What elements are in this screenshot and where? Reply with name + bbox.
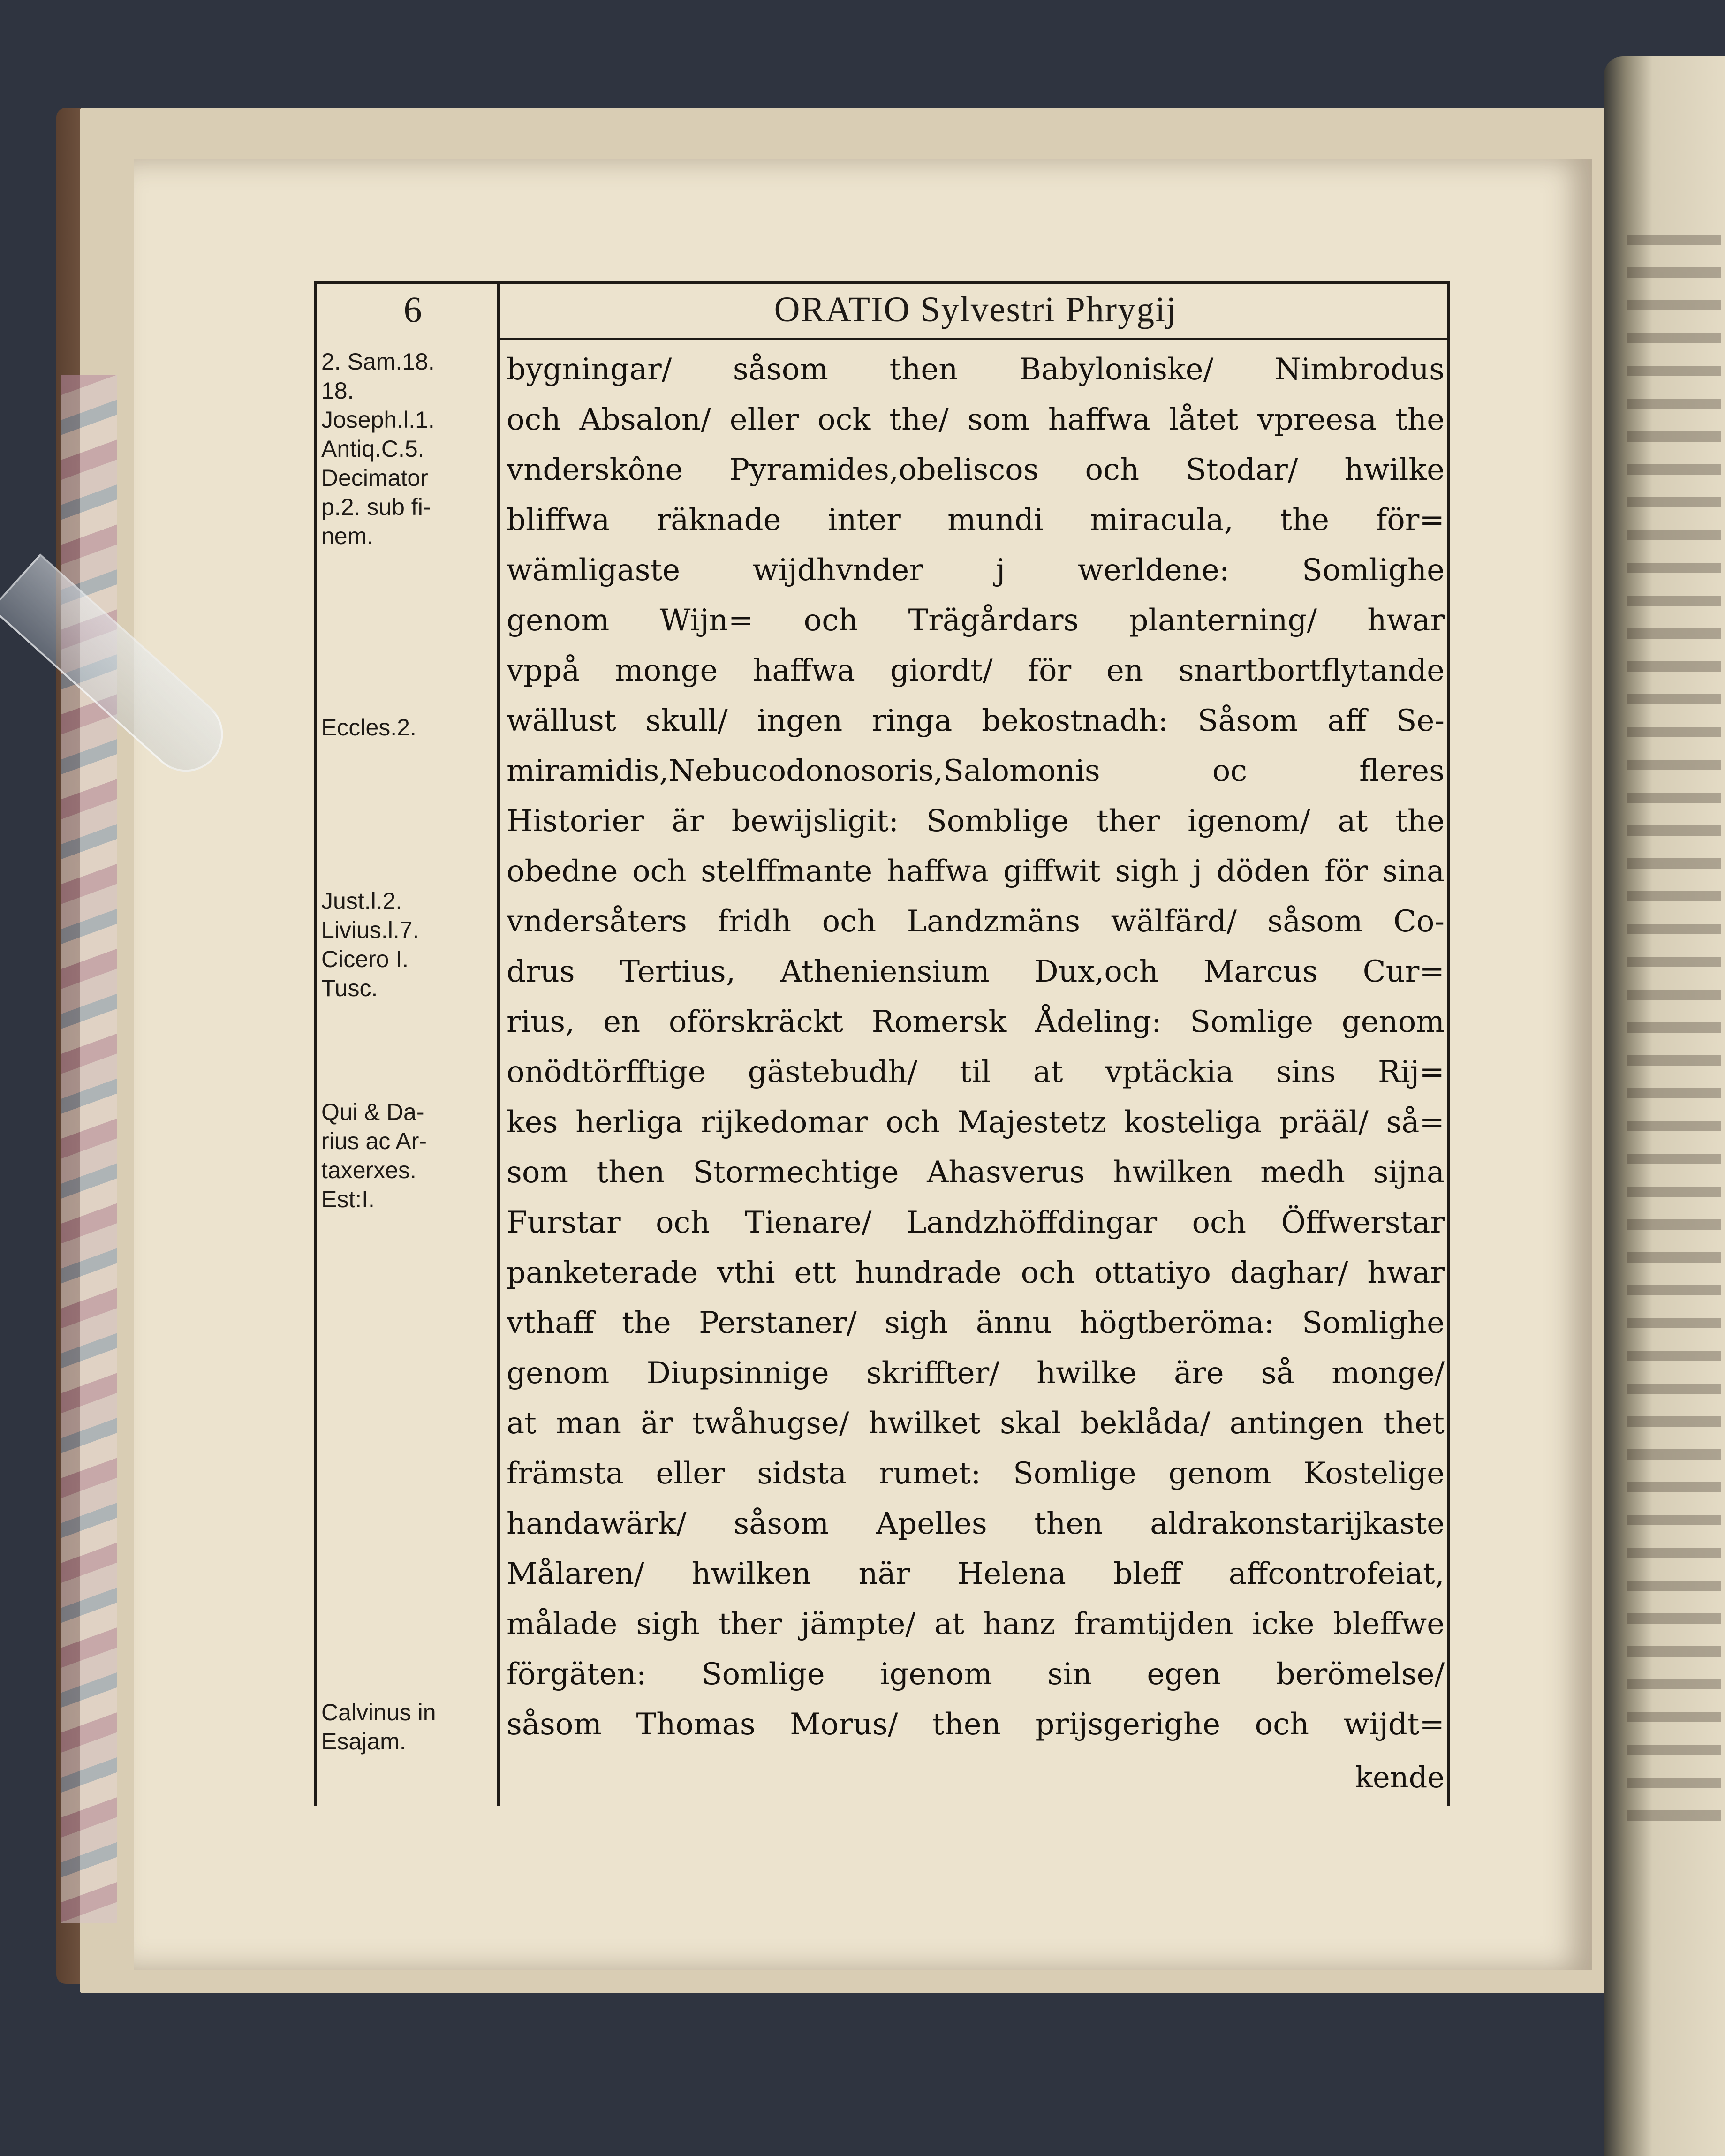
text-line: panketerade vthi ett hundrade och ottatiyo daghar/ hwar — [507, 1256, 1445, 1290]
margin-column-rule — [497, 281, 500, 1806]
text-line: vnderskône Pyramides,obeliscos och Stodar/ hwilke — [507, 453, 1445, 487]
page-number: 6 — [403, 289, 422, 330]
text-line: vppå monge haffwa giordt/ för en snartbortflytande — [507, 653, 1445, 688]
text-line: kes herliga rijkedomar och Majestetz kosteliga prääl/ så= — [507, 1105, 1445, 1140]
margin-note: Calvinus in Esajam. — [321, 1699, 436, 1755]
text-line: onödtörfftige gästebudh/ til at vptäckia sins Rij= — [507, 1055, 1445, 1089]
text-line: genom Diupsinnige skriffter/ hwilke äre så monge/ — [507, 1356, 1445, 1391]
text-line: at man är twåhugse/ hwilket skal beklåda/ antingen thet — [507, 1406, 1445, 1441]
text-line: drus Tertius, Atheniensium Dux,och Marcus Cur= — [507, 954, 1445, 989]
text-line: obedne och stelffmante haffwa giffwit sigh j döden för sina — [507, 854, 1445, 889]
text-line: förgäten: Somlige igenom sin egen berömelse/ — [507, 1657, 1445, 1692]
text-line: miramidis,Nebucodonosoris,Salomonis oc fleres — [507, 754, 1445, 788]
margin-note: Eccles.2. — [321, 714, 416, 741]
text-line: Furstar och Tienare/ Landzhöffdingar och Öffwerstar — [507, 1205, 1445, 1240]
text-line: och Absalon/ eller ock the/ som haffwa låtet vpreesa the — [507, 402, 1445, 437]
text-line: bliffwa räknade inter mundi miracula, the för= — [507, 503, 1445, 537]
running-head: ORATIO Sylvestri Phrygij — [774, 290, 1177, 329]
text-line: målade sigh ther jämpte/ at hanz framtijden icke bleffwe — [507, 1607, 1445, 1642]
text-line: Historier är bewijsligit: Somblige ther igenom/ at the — [507, 804, 1445, 839]
text-line: handawärk/ såsom Apelles then aldrakonstarijkaste — [507, 1506, 1445, 1541]
text-line: bygningar/ såsom then Babyloniske/ Nimbrodus — [507, 352, 1445, 387]
text-line: vndersåters fridh och Landzmäns wälfärd/ såsom Co- — [507, 904, 1445, 939]
margin-note: Qui & Da- rius ac Ar- taxerxes. Est:I. — [321, 1099, 427, 1212]
margin-note: 2. Sam.18. 18. Joseph.l.1. Antiq.C.5. Decimator p.2. sub fi- nem. — [321, 348, 435, 549]
catchword: kende — [1355, 1760, 1445, 1794]
text-line: genom Wijn= och Trägårdars planterning/ hwar — [507, 603, 1445, 638]
text-line: främsta eller sidsta rumet: Somlige genom Kostelige — [507, 1456, 1445, 1491]
body-text — [507, 345, 1445, 1747]
margin-notes — [321, 347, 495, 1801]
text-line: rius, en oförskräckt Romersk Ådeling: Somlige genom — [507, 1005, 1445, 1039]
text-line: wällust skull/ ingen ringa bekostnadh: Såsom aff Se- — [507, 704, 1445, 738]
text-line: såsom Thomas Morus/ then prijsgerighe och wijdt= — [507, 1707, 1445, 1742]
facing-page-text-shadow — [1627, 235, 1721, 1829]
text-line: vthaff the Perstaner/ sigh ännu högtberöma: Somlighe — [507, 1306, 1445, 1340]
header-rule — [497, 338, 1447, 340]
text-line: Målaren/ hwilken när Helena bleff affcontrofeiat, — [507, 1557, 1445, 1591]
text-line: wämligaste wijdhvnder j werldene: Somlighe — [507, 553, 1445, 588]
text-line: som then Stormechtige Ahasverus hwilken medh sijna — [507, 1155, 1445, 1190]
margin-note: Just.l.2. Livius.l.7. Cicero I. Tusc. — [321, 888, 419, 1001]
